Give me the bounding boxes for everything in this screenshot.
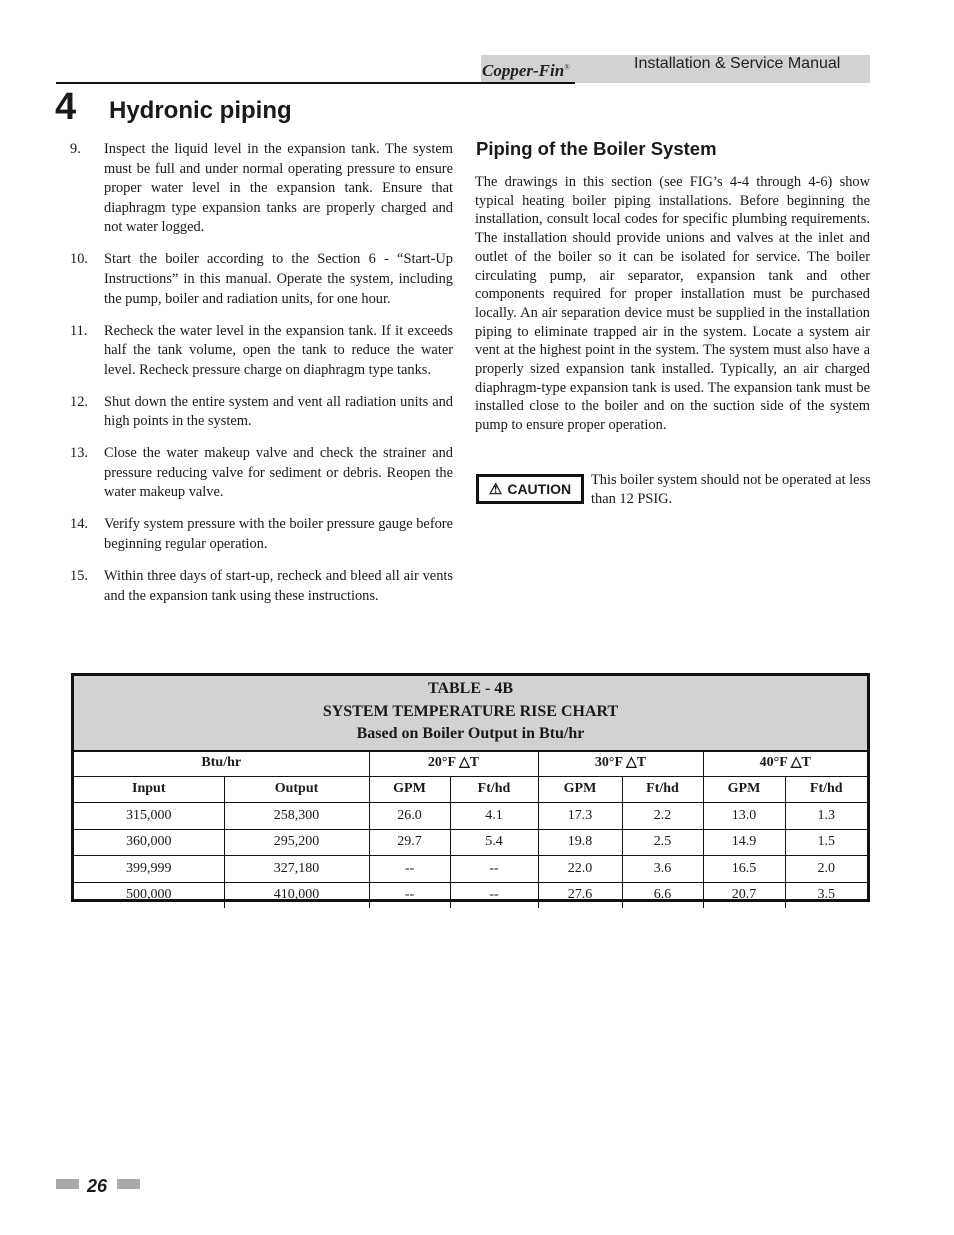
list-item: 13. Close the water makeup valve and check the strainer and pressure reducing valve for sediment or debris. Reopen the water makeup valve. bbox=[70, 445, 453, 501]
table-cell: -- bbox=[450, 856, 538, 883]
manual-title: Installation & Service Manual bbox=[634, 55, 841, 72]
column-header: Ft/hd bbox=[622, 776, 703, 803]
group-header-row bbox=[74, 750, 867, 776]
table-cell: 1.5 bbox=[785, 829, 867, 856]
step-list bbox=[70, 140, 453, 619]
table-cell: 3.6 bbox=[622, 856, 703, 883]
table-cell: 500,000 bbox=[74, 882, 224, 908]
table-cell: 20.7 bbox=[703, 882, 785, 908]
column-header: GPM bbox=[369, 776, 450, 803]
table-grid bbox=[74, 750, 867, 908]
column-header: Input bbox=[74, 776, 224, 803]
table-cell: -- bbox=[450, 882, 538, 908]
column-header: Output bbox=[224, 776, 369, 803]
table-row bbox=[74, 882, 867, 908]
group-header-20f: 20°F △T bbox=[369, 750, 538, 776]
table-cell: 13.0 bbox=[703, 803, 785, 830]
table-cell: 315,000 bbox=[74, 803, 224, 830]
table-cell: 27.6 bbox=[538, 882, 622, 908]
table-cell: 360,000 bbox=[74, 829, 224, 856]
table-cell: 17.3 bbox=[538, 803, 622, 830]
list-item: 15. Within three days of start-up, recheck and bleed all air vents and the expansion tank using these instructions. bbox=[70, 568, 453, 604]
brand-logo: Copper-Fin® bbox=[482, 61, 570, 80]
page-number: 26 bbox=[87, 1176, 108, 1196]
group-header-30f: 30°F △T bbox=[538, 750, 703, 776]
list-item: 14. Verify system pressure with the boiler pressure gauge before beginning regular operation. bbox=[70, 516, 453, 553]
temperature-rise-table bbox=[71, 673, 870, 902]
warning-triangle-icon: ⚠ bbox=[488, 480, 503, 498]
table-cell: 1.3 bbox=[785, 803, 867, 830]
list-item: 10. Start the boiler according to the Section 6 - “Start-Up Instructions” in this manual. Operate the system, including the pump, boiler and radiation units, for one hour. bbox=[70, 251, 453, 307]
column-header: GPM bbox=[703, 776, 785, 803]
group-header-btu: Btu/hr bbox=[74, 750, 369, 776]
table-cell: -- bbox=[369, 882, 450, 908]
table-cell: 399,999 bbox=[74, 856, 224, 883]
table-row bbox=[74, 829, 867, 856]
table-cell: 410,000 bbox=[224, 882, 369, 908]
table-row bbox=[74, 856, 867, 883]
table-row bbox=[74, 803, 867, 830]
section-number: 4 bbox=[55, 86, 77, 128]
table-cell: 4.1 bbox=[450, 803, 538, 830]
footer-bar-right bbox=[117, 1179, 140, 1189]
table-cell: 14.9 bbox=[703, 829, 785, 856]
list-item: 12. Shut down the entire system and vent all radiation units and high points in the system. bbox=[70, 393, 453, 430]
piping-heading: Piping of the Boiler System bbox=[476, 138, 717, 159]
piping-paragraph: The drawings in this section (see FIG’s 4-4 through 4-6) show typical heating boiler piping installations. Before beginning the installation, consult local codes for specific plumbing requirements. The installation should provide unions and valves at the inlet and outlet of the boiler so it can be isolated for service. The boiler circulating pump, air separator, expansion tank and other components required for proper installation must be purchased locally. An air separation device must be supplied in the installation piping to eliminate trapped air in the system. Locate a system air vent at the highest point in the system. The system must also have a properly sized expansion tank installed. Typically, an air charged diaphragm-type expansion tank is used. The expansion tank must be installed close to the boiler and on the suction side of the system pump to ensure proper operation. bbox=[475, 174, 870, 434]
caution-label-box bbox=[476, 474, 584, 504]
table-cell: 258,300 bbox=[224, 803, 369, 830]
table-cell: 19.8 bbox=[538, 829, 622, 856]
table-cell: 3.5 bbox=[785, 882, 867, 908]
list-item: 11. Recheck the water level in the expansion tank. If it exceeds half the tank volume, open the tank to reduce the water level. Recheck pressure charge on diaphragm type tanks. bbox=[70, 322, 453, 378]
header-rule bbox=[56, 82, 575, 84]
table-cell: 26.0 bbox=[369, 803, 450, 830]
table-cell: 2.0 bbox=[785, 856, 867, 883]
table-cell: 6.6 bbox=[622, 882, 703, 908]
section-title: Hydronic piping bbox=[109, 97, 292, 124]
caution-text: This boiler system should not be operated at less than 12 PSIG. bbox=[591, 472, 871, 507]
list-item: 9. Inspect the liquid level in the expansion tank. The system must be full and under normal operating pressure to ensure proper water level in the expansion tank. Ensure that diaphragm type expansion tanks are properly charged and not water logged. bbox=[70, 141, 453, 236]
table-cell: 295,200 bbox=[224, 829, 369, 856]
table-cell: 2.5 bbox=[622, 829, 703, 856]
table-cell: -- bbox=[369, 856, 450, 883]
table-cell: 29.7 bbox=[369, 829, 450, 856]
column-header: GPM bbox=[538, 776, 622, 803]
table-cell: 5.4 bbox=[450, 829, 538, 856]
column-header: Ft/hd bbox=[450, 776, 538, 803]
table-cell: 16.5 bbox=[703, 856, 785, 883]
table-title: TABLE - 4B SYSTEM TEMPERATURE RISE CHART Based on Boiler Output in Btu/hr bbox=[74, 676, 867, 752]
caution-label: CAUTION bbox=[507, 481, 572, 497]
footer-bar-left bbox=[56, 1179, 79, 1189]
column-header: Ft/hd bbox=[785, 776, 867, 803]
column-header-row bbox=[74, 776, 867, 803]
table-cell: 327,180 bbox=[224, 856, 369, 883]
table-cell: 22.0 bbox=[538, 856, 622, 883]
table-cell: 2.2 bbox=[622, 803, 703, 830]
group-header-40f: 40°F △T bbox=[703, 750, 867, 776]
